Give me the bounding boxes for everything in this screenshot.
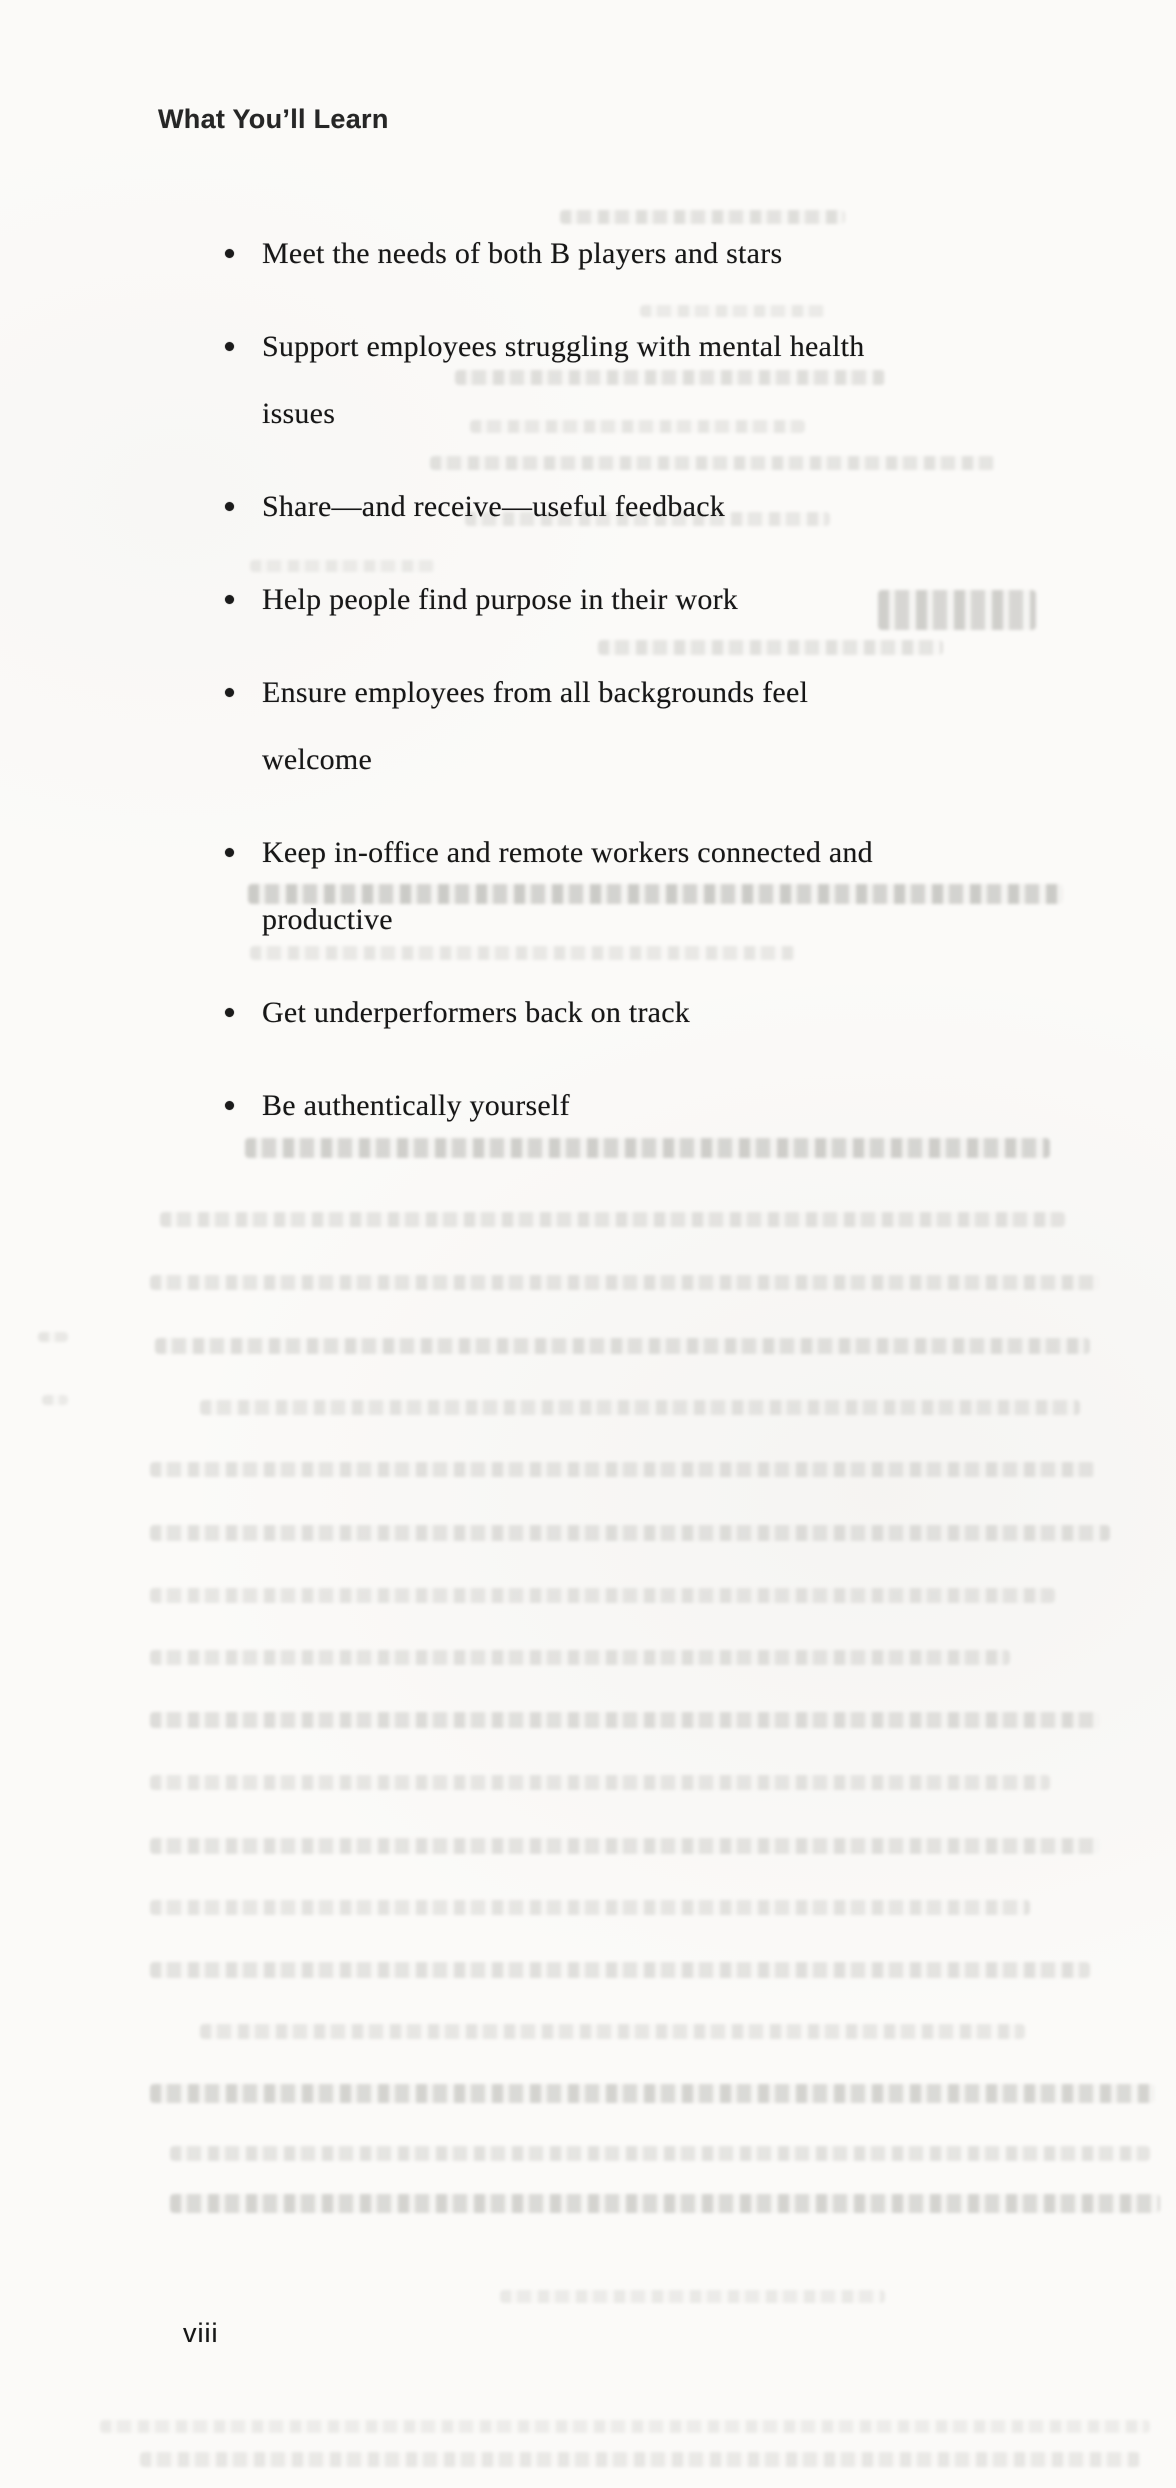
- bleed-through-text: [170, 2146, 1150, 2161]
- bleed-through-text: [150, 1712, 1100, 1728]
- bleed-through-text: [140, 2452, 1140, 2467]
- bleed-through-text: [200, 2024, 1025, 2039]
- bleed-through-text: [150, 1462, 1095, 1477]
- bleed-through-text: [42, 1395, 68, 1405]
- bleed-through-text: [150, 2084, 1155, 2103]
- bleed-through-text: [170, 2194, 1160, 2213]
- list-item: [225, 659, 1095, 793]
- bleed-through-text: [150, 1525, 1110, 1541]
- bullet-text-line: Be authentically yourself: [262, 1089, 570, 1122]
- bleed-through-text: [38, 1332, 68, 1342]
- bleed-through-text: [150, 1900, 1030, 1915]
- bullet-text-line: Support employees struggling with mental health: [262, 330, 865, 363]
- bleed-through-text: [150, 1962, 1090, 1978]
- bullet-text-line: Get underperformers back on track: [262, 996, 691, 1029]
- list-item: [225, 819, 1095, 953]
- list-item: [225, 979, 1095, 1046]
- bullet-dot-icon: [225, 1101, 234, 1110]
- bleed-through-text: [500, 2290, 885, 2303]
- bullet-dot-icon: [225, 502, 234, 511]
- bullet-dot-icon: [225, 688, 234, 697]
- list-item: [225, 220, 1095, 287]
- list-item: [225, 566, 1095, 633]
- list-item: [225, 1072, 1095, 1139]
- bullet-dot-icon: [225, 595, 234, 604]
- bleed-through-text: [155, 1338, 1090, 1354]
- bullet-text-line: Keep in-office and remote workers connected and: [262, 836, 873, 869]
- bullet-dot-icon: [225, 249, 234, 258]
- running-header: What You’ll Learn: [158, 104, 389, 134]
- bullet-text-line: welcome: [262, 743, 373, 776]
- bullet-text-line: issues: [262, 397, 336, 430]
- page-number: viii: [183, 2318, 219, 2348]
- bleed-through-text: [150, 1650, 1010, 1665]
- bleed-through-text: [100, 2420, 1150, 2433]
- bleed-through-text: [150, 1775, 1050, 1790]
- bullet-text-line: Help people find purpose in their work: [262, 583, 739, 616]
- list-item: [225, 313, 1095, 447]
- bleed-through-text: [150, 1588, 1055, 1603]
- bleed-through-text: [150, 1275, 1100, 1290]
- bullet-text-line: Ensure employees from all backgrounds feel: [262, 676, 809, 709]
- bullet-dot-icon: [225, 1008, 234, 1017]
- bullet-text-line: Meet the needs of both B players and stars: [262, 237, 783, 270]
- learning-objectives-list: [225, 220, 1095, 1165]
- bleed-through-text: [200, 1400, 1080, 1415]
- bleed-through-text: [160, 1212, 1065, 1227]
- list-item: [225, 473, 1095, 540]
- bullet-text-line: productive: [262, 903, 393, 936]
- bullet-dot-icon: [225, 342, 234, 351]
- bleed-through-text: [150, 1838, 1100, 1854]
- bullet-text-line: Share—and receive—useful feedback: [262, 490, 726, 523]
- bullet-dot-icon: [225, 848, 234, 857]
